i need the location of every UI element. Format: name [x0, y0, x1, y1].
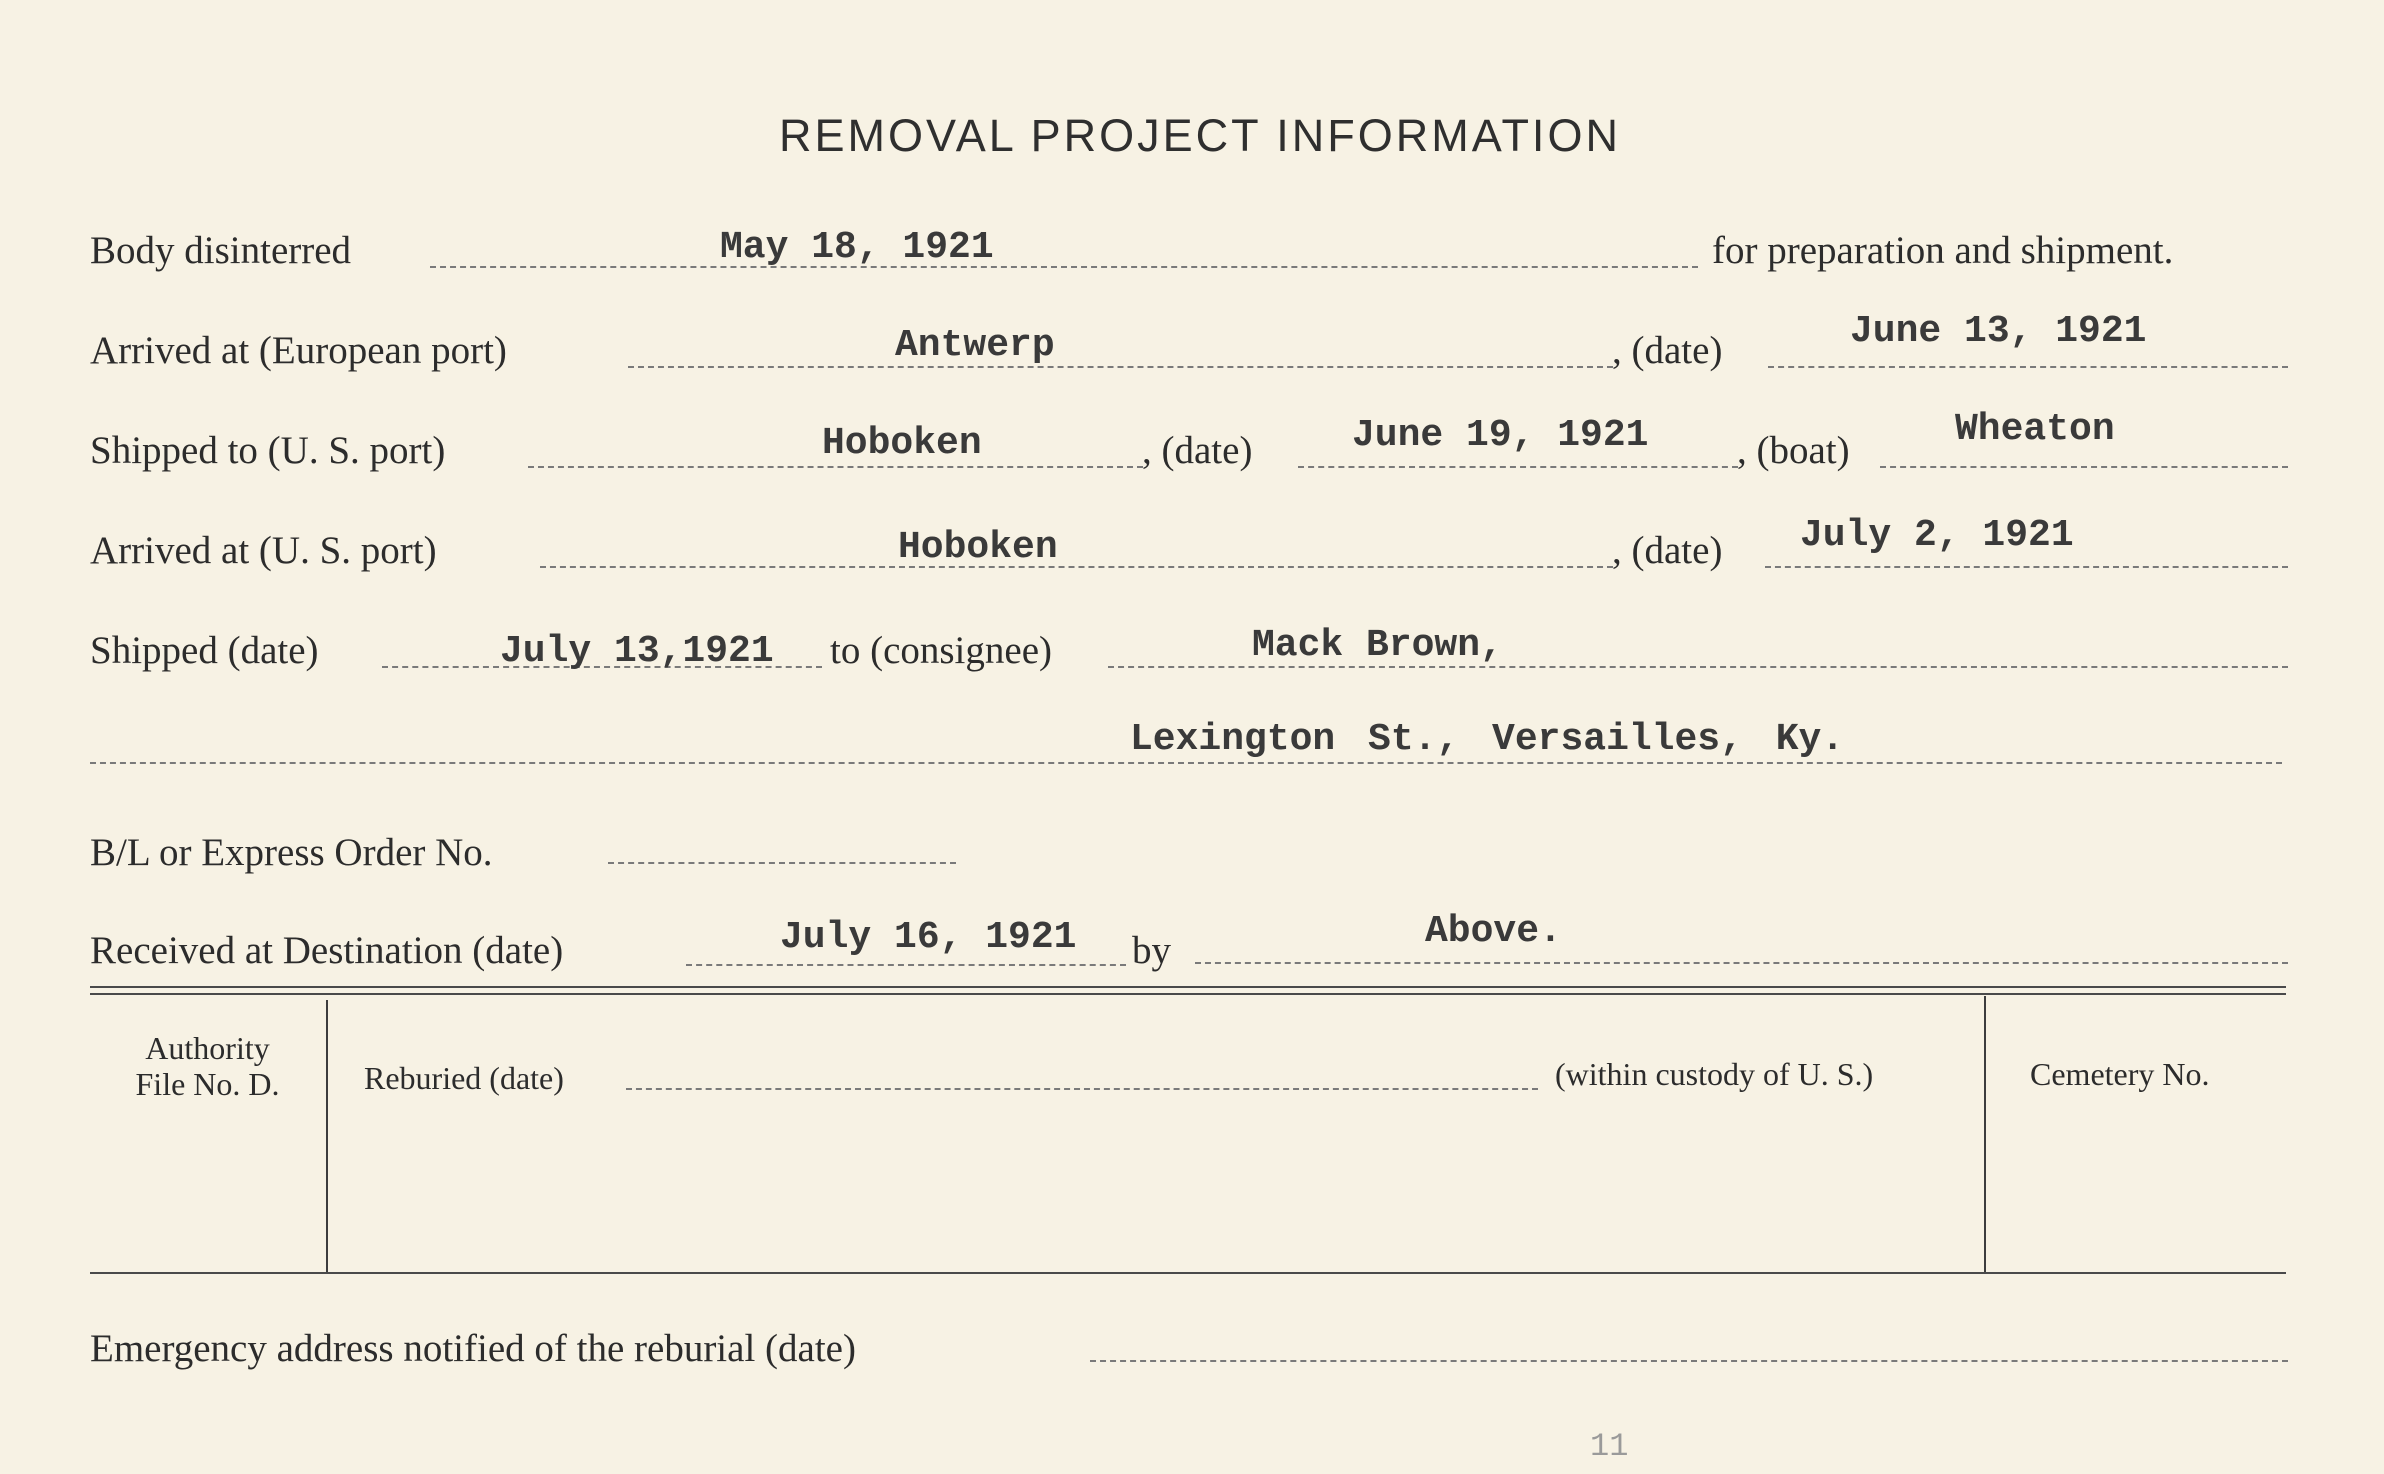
arrived-us-line [540, 566, 1613, 568]
address-value: Lexington St., Versailles, Ky. [1130, 718, 1845, 761]
received-by-line [1195, 962, 2288, 964]
address-line [90, 762, 2282, 764]
arrived-us-value: Hoboken [898, 526, 1058, 569]
shipped-us-date-label: , (date) [1142, 429, 1253, 472]
shipped-us-value: Hoboken [822, 422, 982, 465]
bl-order-line [608, 862, 956, 864]
received-line [686, 964, 1126, 966]
arrived-us-date: July 2, 1921 [1800, 514, 2074, 557]
received-label: Received at Destination (date) [90, 929, 564, 972]
arrived-european-date: June 13, 1921 [1850, 310, 2147, 353]
arrived-european-line [628, 366, 1613, 368]
authority-label-line2: File No. D. [135, 1066, 280, 1102]
body-disinterred-line [430, 266, 1698, 268]
reburied-line [626, 1088, 1538, 1090]
received-by-label: by [1132, 929, 1171, 972]
shipped-us-boat-label: , (boat) [1737, 429, 1850, 472]
emergency-label: Emergency address notified of the reburial (date) [90, 1327, 856, 1370]
arrived-european-label: Arrived at (European port) [90, 329, 507, 372]
body-disinterred-value: May 18, 1921 [720, 226, 994, 269]
consignee-value: Mack Brown, [1252, 624, 1503, 667]
cemetery-label: Cemetery No. [2030, 1056, 2210, 1092]
arrived-european-date-label: , (date) [1612, 329, 1723, 372]
shipped-date-label: Shipped (date) [90, 629, 319, 672]
shipped-date-value: July 13,1921 [500, 630, 774, 673]
body-disinterred-label: Body disinterred [90, 229, 352, 272]
arrived-us-date-label: , (date) [1612, 529, 1723, 572]
body-disinterred-suffix: for preparation and shipment. [1712, 229, 2174, 272]
custody-label: (within custody of U. S.) [1555, 1056, 1874, 1092]
arrived-us-label: Arrived at (U. S. port) [90, 529, 437, 572]
shipped-us-boat: Wheaton [1955, 408, 2115, 451]
divider-top-1 [90, 986, 2286, 988]
reburied-label: Reburied (date) [364, 1060, 564, 1096]
received-by-value: Above. [1425, 910, 1562, 953]
arrived-european-date-line [1768, 366, 2288, 368]
received-value: July 16, 1921 [780, 916, 1077, 959]
authority-label-line1: Authority [145, 1030, 270, 1066]
consignee-label: to (consignee) [830, 629, 1053, 672]
arrived-european-value: Antwerp [895, 324, 1055, 367]
arrived-us-date-line [1765, 566, 2288, 568]
shipped-us-date: June 19, 1921 [1352, 414, 1649, 457]
shipped-us-boat-line [1880, 466, 2288, 468]
bl-order-label: B/L or Express Order No. [90, 831, 493, 874]
page-number: 11 [1590, 1428, 1629, 1465]
shipped-us-label: Shipped to (U. S. port) [90, 429, 446, 472]
page-title: REMOVAL PROJECT INFORMATION [779, 110, 1621, 161]
column-divider-left [326, 1000, 328, 1272]
emergency-line [1090, 1360, 2288, 1362]
shipped-us-date-line [1298, 466, 1738, 468]
shipped-us-line [528, 466, 1143, 468]
authority-label [100, 1030, 315, 1102]
column-divider-right [1984, 996, 1986, 1272]
divider-top-2 [90, 993, 2286, 995]
divider-bottom [90, 1272, 2286, 1274]
